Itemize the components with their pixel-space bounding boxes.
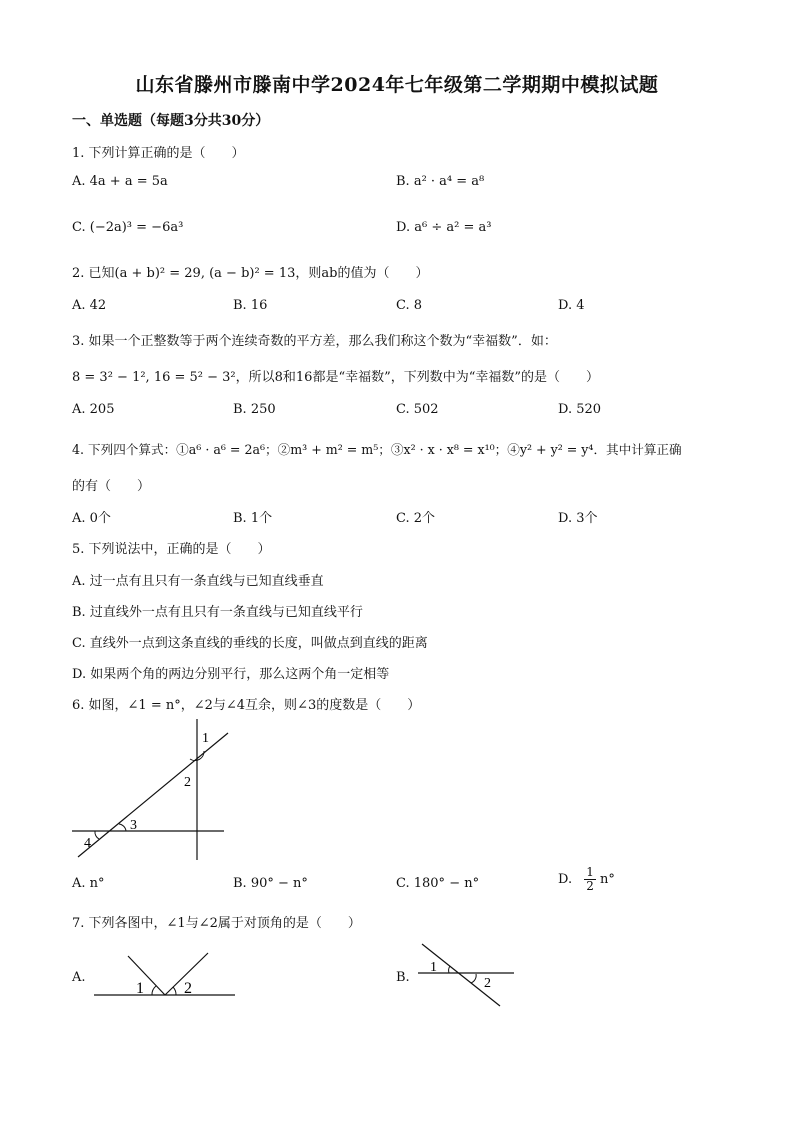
fraction-numerator: 1 bbox=[586, 865, 594, 879]
question-7-figure-a bbox=[92, 950, 242, 1000]
question-4-stem-line1: 4. 下列四个算式：①a⁶ · a⁶ = 2a⁶；②m³ + m² = m⁵；③x² · x · x⁸ = x¹⁰；④y² + y² = y⁴．其中计算正确 bbox=[72, 442, 682, 457]
question-3-stem-line2: 8 = 3² − 1², 16 = 5² − 3²，所以8和16都是“幸福数”，下列数中为“幸福数”的是（ ） bbox=[72, 370, 600, 385]
angle-label-2: 2 bbox=[184, 775, 191, 790]
question-2-option-b: B. 16 bbox=[233, 298, 268, 313]
question-5-stem: 5. 下列说法中，正确的是（ ） bbox=[72, 542, 271, 557]
question-4-option-c: C. 2个 bbox=[396, 511, 436, 526]
question-3-option-d: D. 520 bbox=[558, 402, 602, 417]
figure-b-arc-1 bbox=[449, 966, 450, 973]
question-2-option-d: D. 4 bbox=[558, 298, 585, 313]
figure-a-arc-1 bbox=[152, 986, 156, 995]
question-3-option-b: B. 250 bbox=[233, 402, 276, 417]
question-3-option-c: C. 502 bbox=[396, 402, 439, 417]
question-6-figure bbox=[60, 715, 240, 865]
question-6-option-a: A. n° bbox=[72, 876, 105, 891]
question-4-option-b: B. 1个 bbox=[233, 511, 273, 526]
angle-label-1: 1 bbox=[202, 731, 209, 746]
option-d-fraction bbox=[584, 866, 596, 893]
figure-b-diagonal bbox=[422, 944, 500, 1006]
figure-a-label-2: 2 bbox=[184, 980, 192, 997]
transversal-line bbox=[78, 733, 228, 857]
question-4-stem-line2: 的有（ ） bbox=[72, 479, 151, 494]
page-title: 山东省滕州市滕南中学2024年七年级第二学期期中模拟试题 bbox=[135, 74, 659, 96]
angle-label-3: 3 bbox=[130, 818, 137, 833]
option-d-suffix: n° bbox=[600, 872, 615, 887]
question-1-option-d: D. a⁶ ÷ a² = a³ bbox=[396, 220, 492, 235]
question-6-option-d bbox=[558, 866, 615, 893]
figure-b-label-2: 2 bbox=[484, 976, 491, 991]
question-1-stem: 1. 下列计算正确的是（ ） bbox=[72, 146, 245, 161]
question-3-stem-line1: 3. 如果一个正整数等于两个连续奇数的平方差，那么我们称这个数为“幸福数”．如： bbox=[72, 334, 557, 349]
question-3-option-a: A. 205 bbox=[72, 402, 115, 417]
angle-4-arc bbox=[95, 831, 99, 839]
question-4-option-a: A. 0个 bbox=[72, 511, 111, 526]
fraction-denominator: 2 bbox=[586, 879, 594, 893]
figure-a-arc-2 bbox=[173, 987, 176, 995]
question-4-option-d: D. 3个 bbox=[558, 511, 598, 526]
question-7-figure-b bbox=[414, 940, 524, 1010]
question-1-option-b: B. a² · a⁴ = a⁸ bbox=[396, 174, 485, 189]
question-5-option-c: C. 直线外一点到这条直线的垂线的长度，叫做点到直线的距离 bbox=[72, 636, 428, 651]
question-2-stem: 2. 已知(a + b)² = 29, (a − b)² = 13，则ab的值为（ ） bbox=[72, 266, 429, 281]
figure-a-label-1: 1 bbox=[136, 980, 144, 997]
angle-label-4: 4 bbox=[84, 836, 91, 851]
question-5-option-a: A. 过一点有且只有一条直线与已知直线垂直 bbox=[72, 574, 324, 589]
question-7-stem: 7. 下列各图中，∠1与∠2属于对顶角的是（ ） bbox=[72, 916, 361, 931]
question-2-option-a: A. 42 bbox=[72, 298, 107, 313]
question-5-option-d: D. 如果两个角的两边分别平行，那么这两个角一定相等 bbox=[72, 667, 390, 682]
question-7-option-b-label: B. bbox=[396, 970, 410, 985]
figure-a-left-ray bbox=[128, 956, 165, 995]
question-5-option-b: B. 过直线外一点有且只有一条直线与已知直线平行 bbox=[72, 605, 363, 620]
figure-b-arc-2 bbox=[471, 974, 476, 983]
section-heading: 一、单选题（每题3分共30分） bbox=[72, 113, 270, 129]
option-d-letter: D. bbox=[558, 872, 573, 887]
question-1-option-c: C. (−2a)³ = −6a³ bbox=[72, 220, 184, 235]
question-1-option-a: A. 4a + a = 5a bbox=[72, 174, 168, 189]
question-2-option-c: C. 8 bbox=[396, 298, 423, 313]
question-7-option-a-label: A. bbox=[72, 970, 86, 985]
question-6-option-c: C. 180° − n° bbox=[396, 876, 480, 891]
angle-3-arc bbox=[119, 824, 126, 831]
question-6-option-b: B. 90° − n° bbox=[233, 876, 308, 891]
figure-b-label-1: 1 bbox=[430, 960, 437, 975]
question-6-stem: 6. 如图，∠1 = n°，∠2与∠4互余，则∠3的度数是（ ） bbox=[72, 698, 421, 713]
